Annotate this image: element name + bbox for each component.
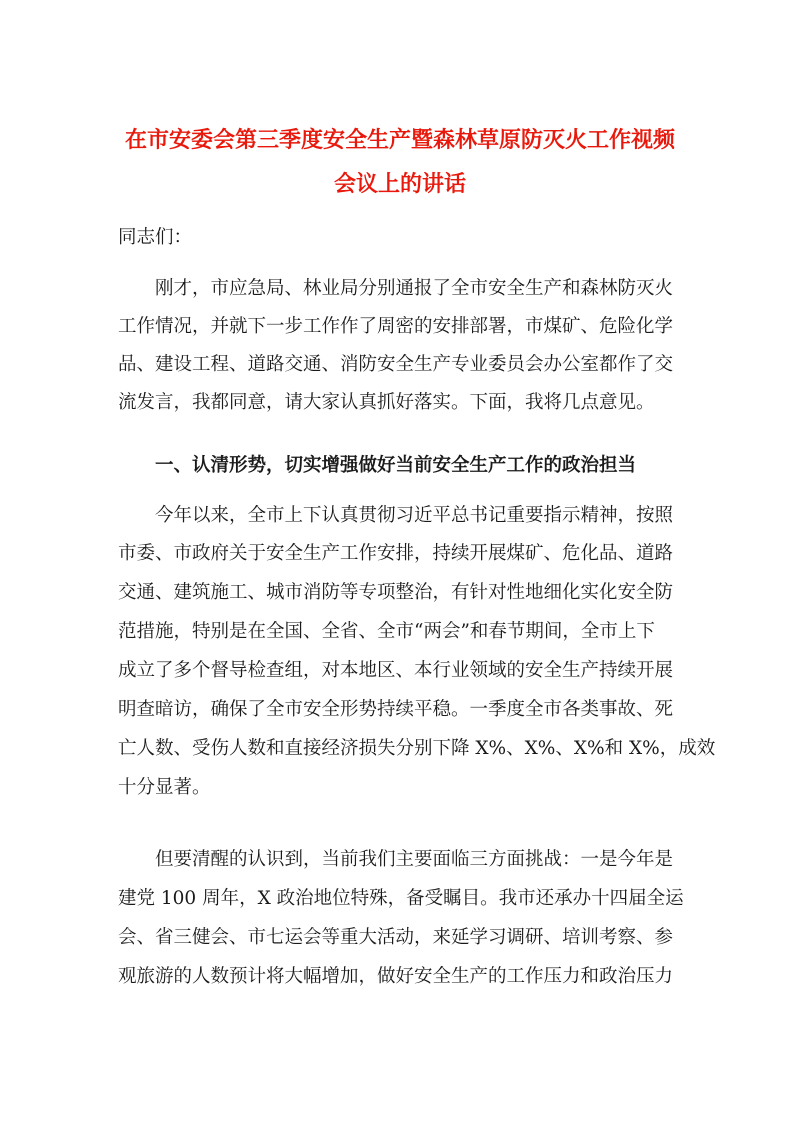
paragraph-3-line: 但要清醒的认识到，当前我们主要面临三方面挑战：一是今年是 <box>155 849 674 870</box>
paragraph-2-line: 交通、建筑施工、城市消防等专项整治，有针对性地细化实化安全防 <box>118 582 674 603</box>
paragraph-2-line: 亡人数、受伤人数和直接经济损失分别下降 X%、X%、X%和 X%，成效 <box>118 738 716 759</box>
paragraph-2-line: 十分显著。 <box>118 777 211 798</box>
paragraph-1-line: 流发言，我都同意，请大家认真抓好落实。下面，我将几点意见。 <box>118 392 655 413</box>
paragraph-1-line: 工作情况，并就下一步工作作了周密的安排部署，市煤矿、危险化学 <box>118 316 674 337</box>
paragraph-2-line: 市委、市政府关于安全生产工作安排，持续开展煤矿、危化品、道路 <box>118 543 674 564</box>
document-title-line-2: 会议上的讲话 <box>333 171 466 197</box>
paragraph-2-line: 成立了多个督导检查组，对本地区、本行业领域的安全生产持续开展 <box>118 660 674 681</box>
paragraph-1-line: 刚才，市应急局、林业局分别通报了全市安全生产和森林防灭火 <box>155 278 674 299</box>
paragraph-3-line: 建党 100 周年，X 政治地位特殊，备受瞩目。我市还承办十四届全运 <box>118 888 684 909</box>
paragraph-2-line: 明查暗访，确保了全市安全形势持续平稳。一季度全市各类事故、死 <box>118 699 674 720</box>
paragraph-2-line: 今年以来，全市上下认真贯彻习近平总书记重要指示精神，按照 <box>155 505 674 526</box>
paragraph-3-line: 会、省三健会、市七运会等重大活动，来延学习调研、培训考察、参 <box>118 927 674 948</box>
paragraph-3-line: 观旅游的人数预计将大幅增加，做好安全生产的工作压力和政治压力 <box>118 966 674 987</box>
paragraph-1-line: 品、建设工程、道路交通、消防安全生产专业委员会办公室都作了交 <box>118 354 674 375</box>
document-title-line-1: 在市安委会第三季度安全生产暨森林草原防灭火工作视频 <box>124 127 675 153</box>
paragraph-2-line: 范措施，特别是在全国、全省、全市“两会”和春节期间，全市上下 <box>118 621 655 642</box>
section-heading-1: 一、认清形势，切实增强做好当前安全生产工作的政治担当 <box>155 455 637 476</box>
salutation: 同志们： <box>118 227 193 248</box>
